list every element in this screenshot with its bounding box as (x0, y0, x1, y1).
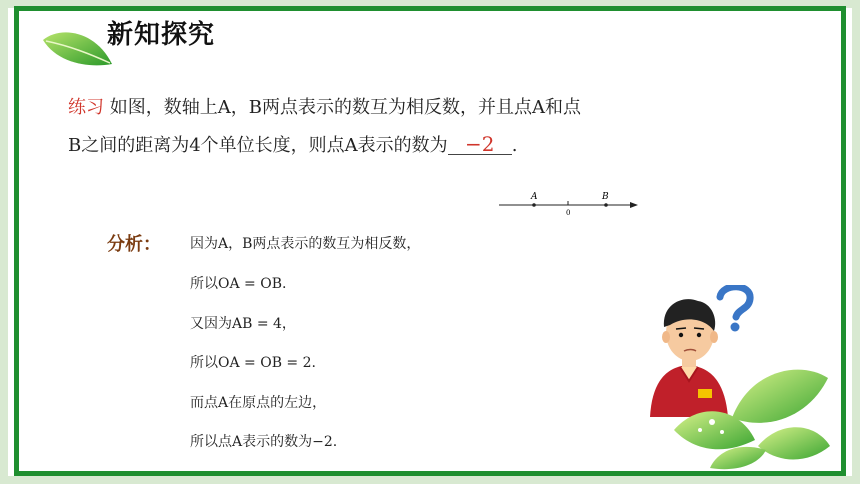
exercise-text-2-end: . (511, 135, 518, 156)
number-line (495, 185, 645, 221)
analysis-label: 分析： (107, 234, 161, 255)
page-title: 新知探究 (107, 20, 216, 50)
exercise-line-2 (68, 131, 758, 157)
exercise-label: 练习 (68, 97, 104, 118)
label-b: B (602, 192, 609, 202)
label-a: A (531, 192, 538, 202)
analysis-step: 所以点A表示的数为−2. (190, 434, 338, 450)
question-mark-icon (720, 287, 750, 332)
analysis-step: 所以OA = OB = 2. (190, 355, 316, 371)
label-zero: 0 (566, 209, 571, 217)
exercise-line-1 (68, 93, 758, 119)
analysis-step: 因为A，B两点表示的数互为相反数， (190, 236, 421, 252)
analysis-step: 又因为AB = 4， (190, 316, 296, 332)
leaf-icon (40, 28, 115, 72)
exercise-text-1: 如图，数轴上A，B两点表示的数互为相反数，并且点A和点 (109, 97, 581, 118)
point-b (604, 203, 608, 207)
answer-blank: −2 (448, 134, 512, 155)
analysis-step: 而点A在原点的左边， (190, 395, 327, 411)
exercise-text-2: B之间的距离为4个单位长度，则点A表示的数为 (68, 135, 448, 156)
analysis-step: 所以OA = OB. (190, 276, 287, 292)
point-a (532, 203, 536, 207)
leaves-decoration-icon (670, 360, 835, 470)
